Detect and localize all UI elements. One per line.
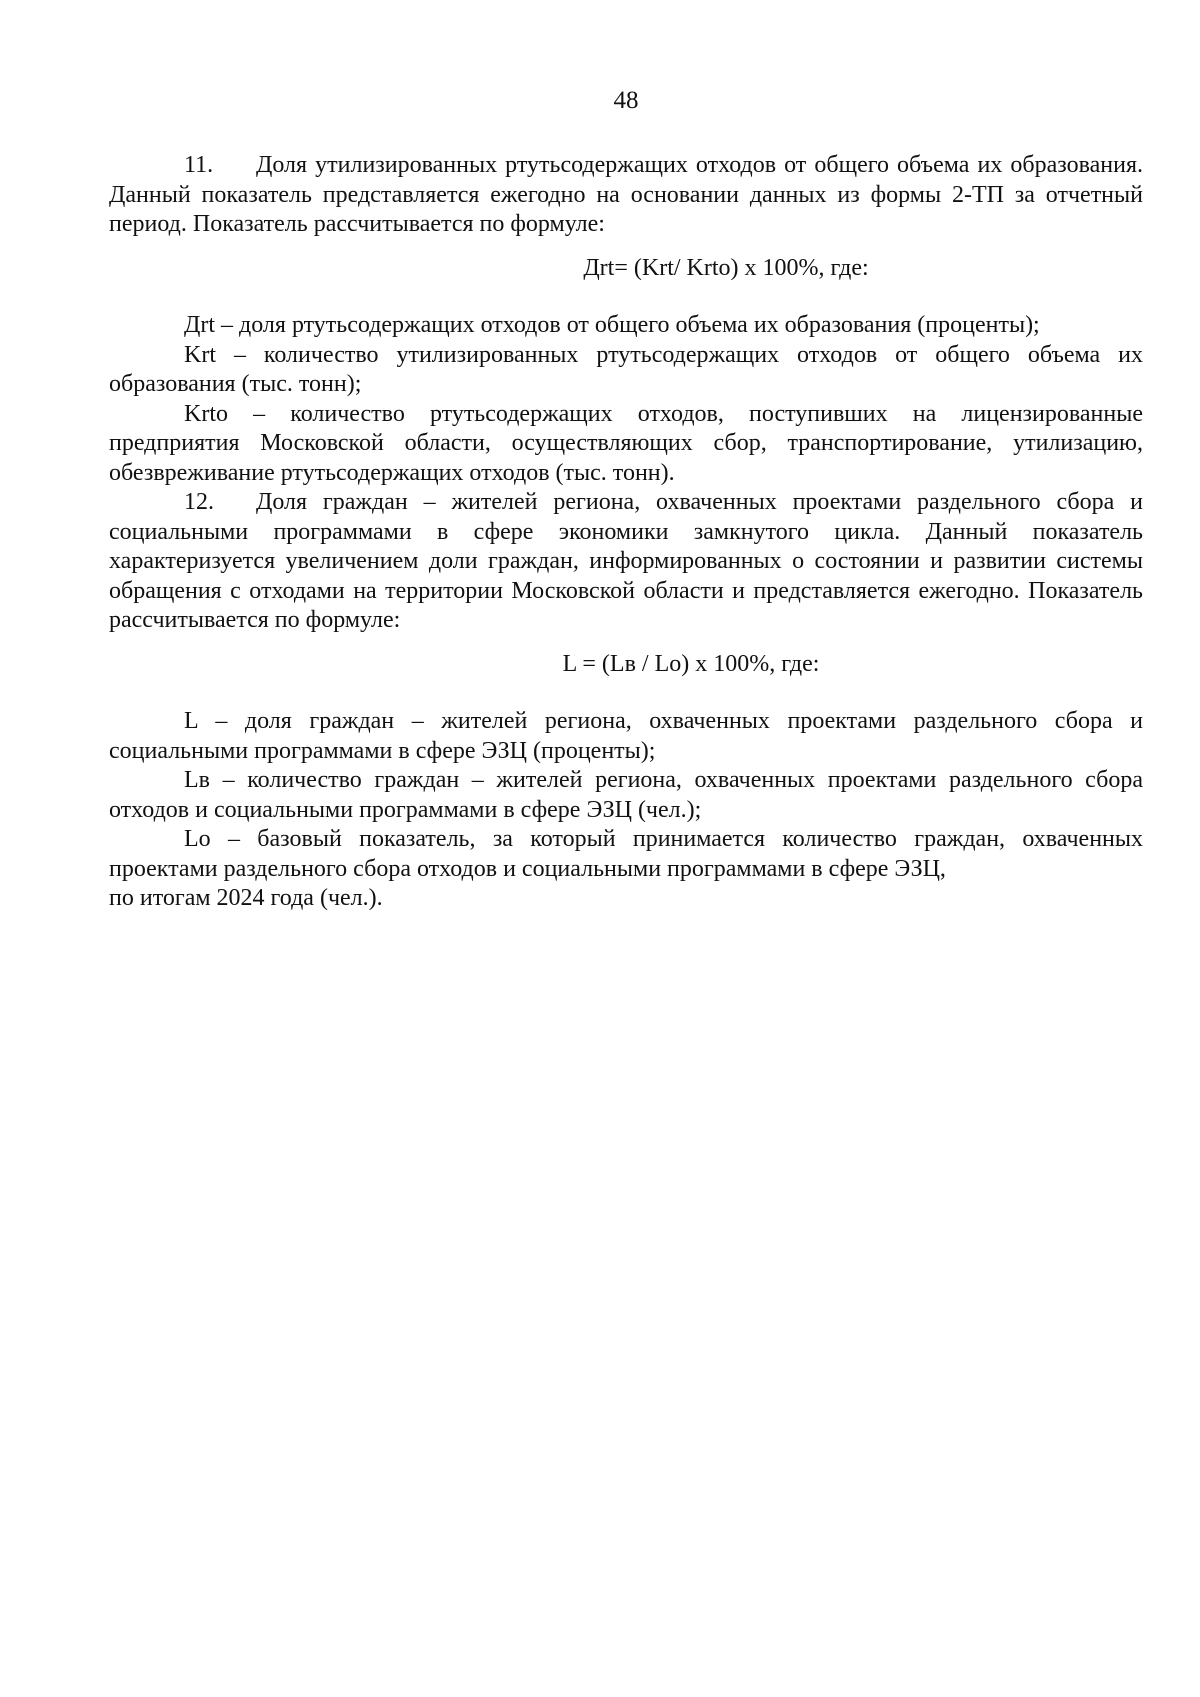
section-12-definition-l: L – доля граждан – жителей региона, охваченных проектами раздельного сбора и социальными программами в сфере ЭЗЦ (проценты); <box>109 708 1143 764</box>
section-12-intro-text: Доля граждан – жителей региона, охваченных проектами раздельного сбора и социальными программами в сфере экономики замкнутого цикла. Данный показатель характеризуется увеличением доли граждан, информированных о состоянии и развитии системы обращения с отходами на территории Московской области и представляется ежегодно. Показатель рассчитывается по формуле: <box>109 489 1143 633</box>
section-11-definition-krt: Krt – количество утилизированных ртутьсодержащих отходов от общего объема их образования (тыс. тонн); <box>109 341 1143 397</box>
section-11-formula: Дrt= (Krt/ Krto) x 100%, где: <box>583 254 869 281</box>
document-body <box>109 151 1143 914</box>
section-11-intro <box>109 151 1143 240</box>
page-number: 48 <box>613 87 639 114</box>
section-11-intro-text: Доля утилизированных ртутьсодержащих отходов от общего объема их образования. Данный показатель представляется ежегодно на основании данных из формы 2-ТП за отчетный период. Показатель рассчитывается по формуле: <box>109 152 1143 237</box>
section-12-intro <box>109 488 1143 636</box>
section-12-number: 12. <box>184 489 214 515</box>
section-11-definition-drt: Дrt – доля ртутьсодержащих отходов от общего объема их образования (проценты); <box>184 312 1040 338</box>
section-11-number: 11. <box>184 152 214 178</box>
section-12-definition-lv: Lв – количество граждан – жителей региона, охваченных проектами раздельного сбора отходов и социальными программами в сфере ЭЗЦ (чел.); <box>109 767 1143 823</box>
section-11-definition-krto: Krto – количество ртутьсодержащих отходов, поступивших на лицензированные предприятия Московской области, осуществляющих сбор, транспортирование, утилизацию, обезвреживание ртутьсодержащих отходов (тыс. тонн). <box>109 400 1143 486</box>
section-12-formula: L = (Lв / Lо) x 100%, где: <box>562 650 820 677</box>
section-12-definition-lo-end: по итогам 2024 года (чел.). <box>109 885 383 911</box>
section-12-definition-lo: Lо – базовый показатель, за который принимается количество граждан, охваченных проектами раздельного сбора отходов и социальными программами в сфере ЭЗЦ, <box>109 826 1143 882</box>
